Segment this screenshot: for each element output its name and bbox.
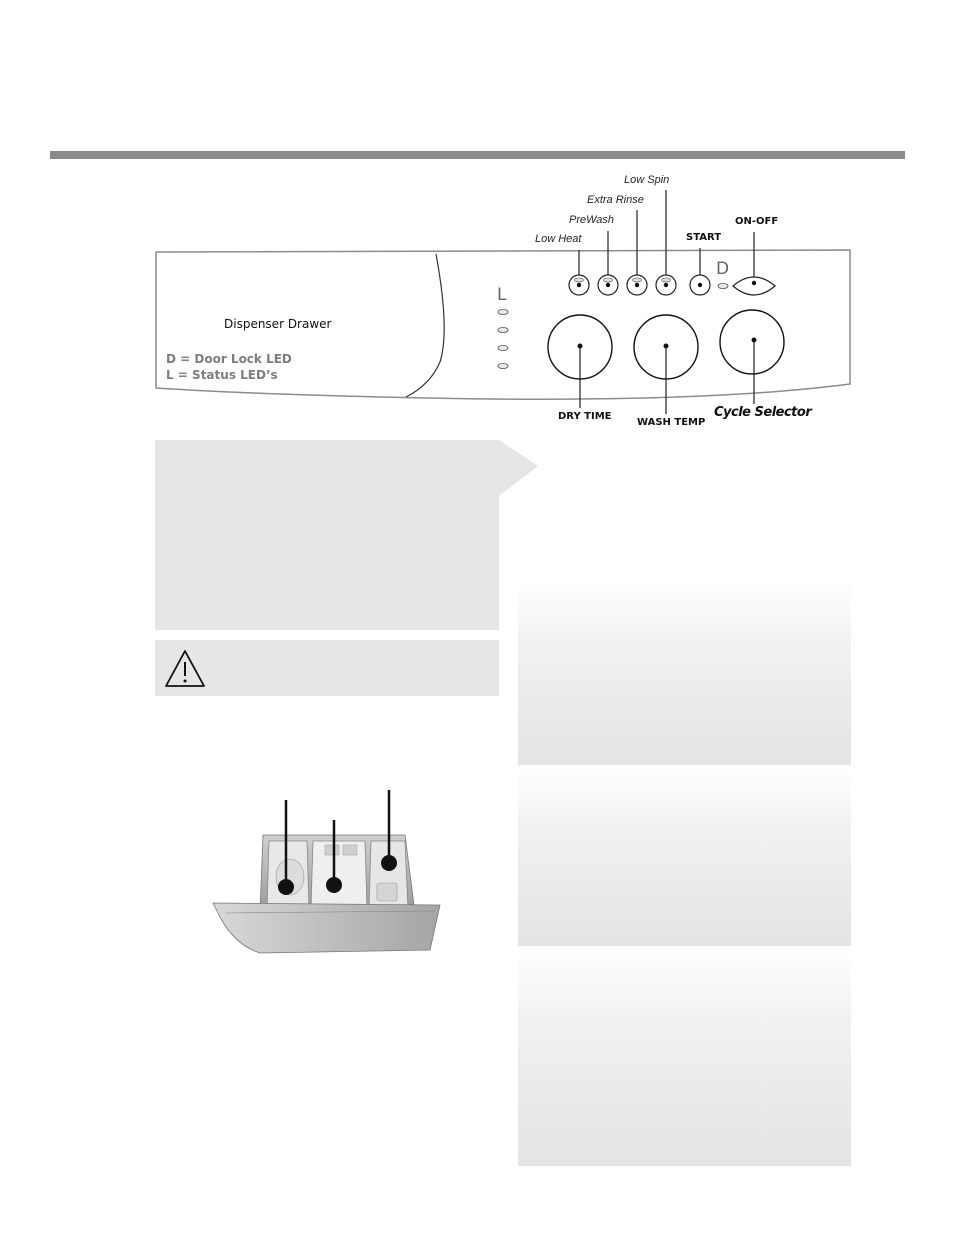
status-led-letter: L	[497, 285, 507, 305]
status-led-4	[498, 363, 508, 368]
warning-triangle-icon	[163, 648, 207, 690]
status-led-1	[498, 309, 508, 314]
dispenser-drawer-illustration	[205, 785, 455, 960]
warning-box	[155, 640, 499, 696]
callout-box	[155, 440, 540, 630]
wash-temp-label: WASH TEMP	[637, 417, 706, 428]
extra-rinse-label: Extra Rinse	[587, 194, 644, 206]
status-led-3	[498, 345, 508, 350]
cycle-selector-label: Cycle Selector	[714, 405, 812, 420]
legend	[166, 351, 292, 383]
info-panel-3	[518, 946, 851, 1166]
door-lock-letter: D	[716, 259, 730, 279]
prewash-label: PreWash	[569, 214, 615, 226]
low-spin-label: Low Spin	[624, 174, 670, 186]
low-heat-label: Low Heat	[535, 233, 582, 245]
dispenser-drawer-label: Dispenser Drawer	[224, 317, 332, 331]
status-led-2	[498, 327, 508, 332]
control-panel-diagram	[0, 160, 954, 440]
info-panel-1	[518, 580, 851, 765]
info-panel-2	[518, 765, 851, 946]
dry-time-label: DRY TIME	[558, 411, 612, 422]
on-off-label: ON-OFF	[735, 216, 779, 227]
cycle-selector-knob	[720, 310, 784, 374]
top-rule	[50, 151, 905, 159]
door-lock-led	[718, 283, 728, 288]
legend-status: L = Status LED’s	[166, 368, 278, 382]
start-label: START	[686, 232, 722, 243]
legend-door-lock: D = Door Lock LED	[166, 352, 292, 366]
